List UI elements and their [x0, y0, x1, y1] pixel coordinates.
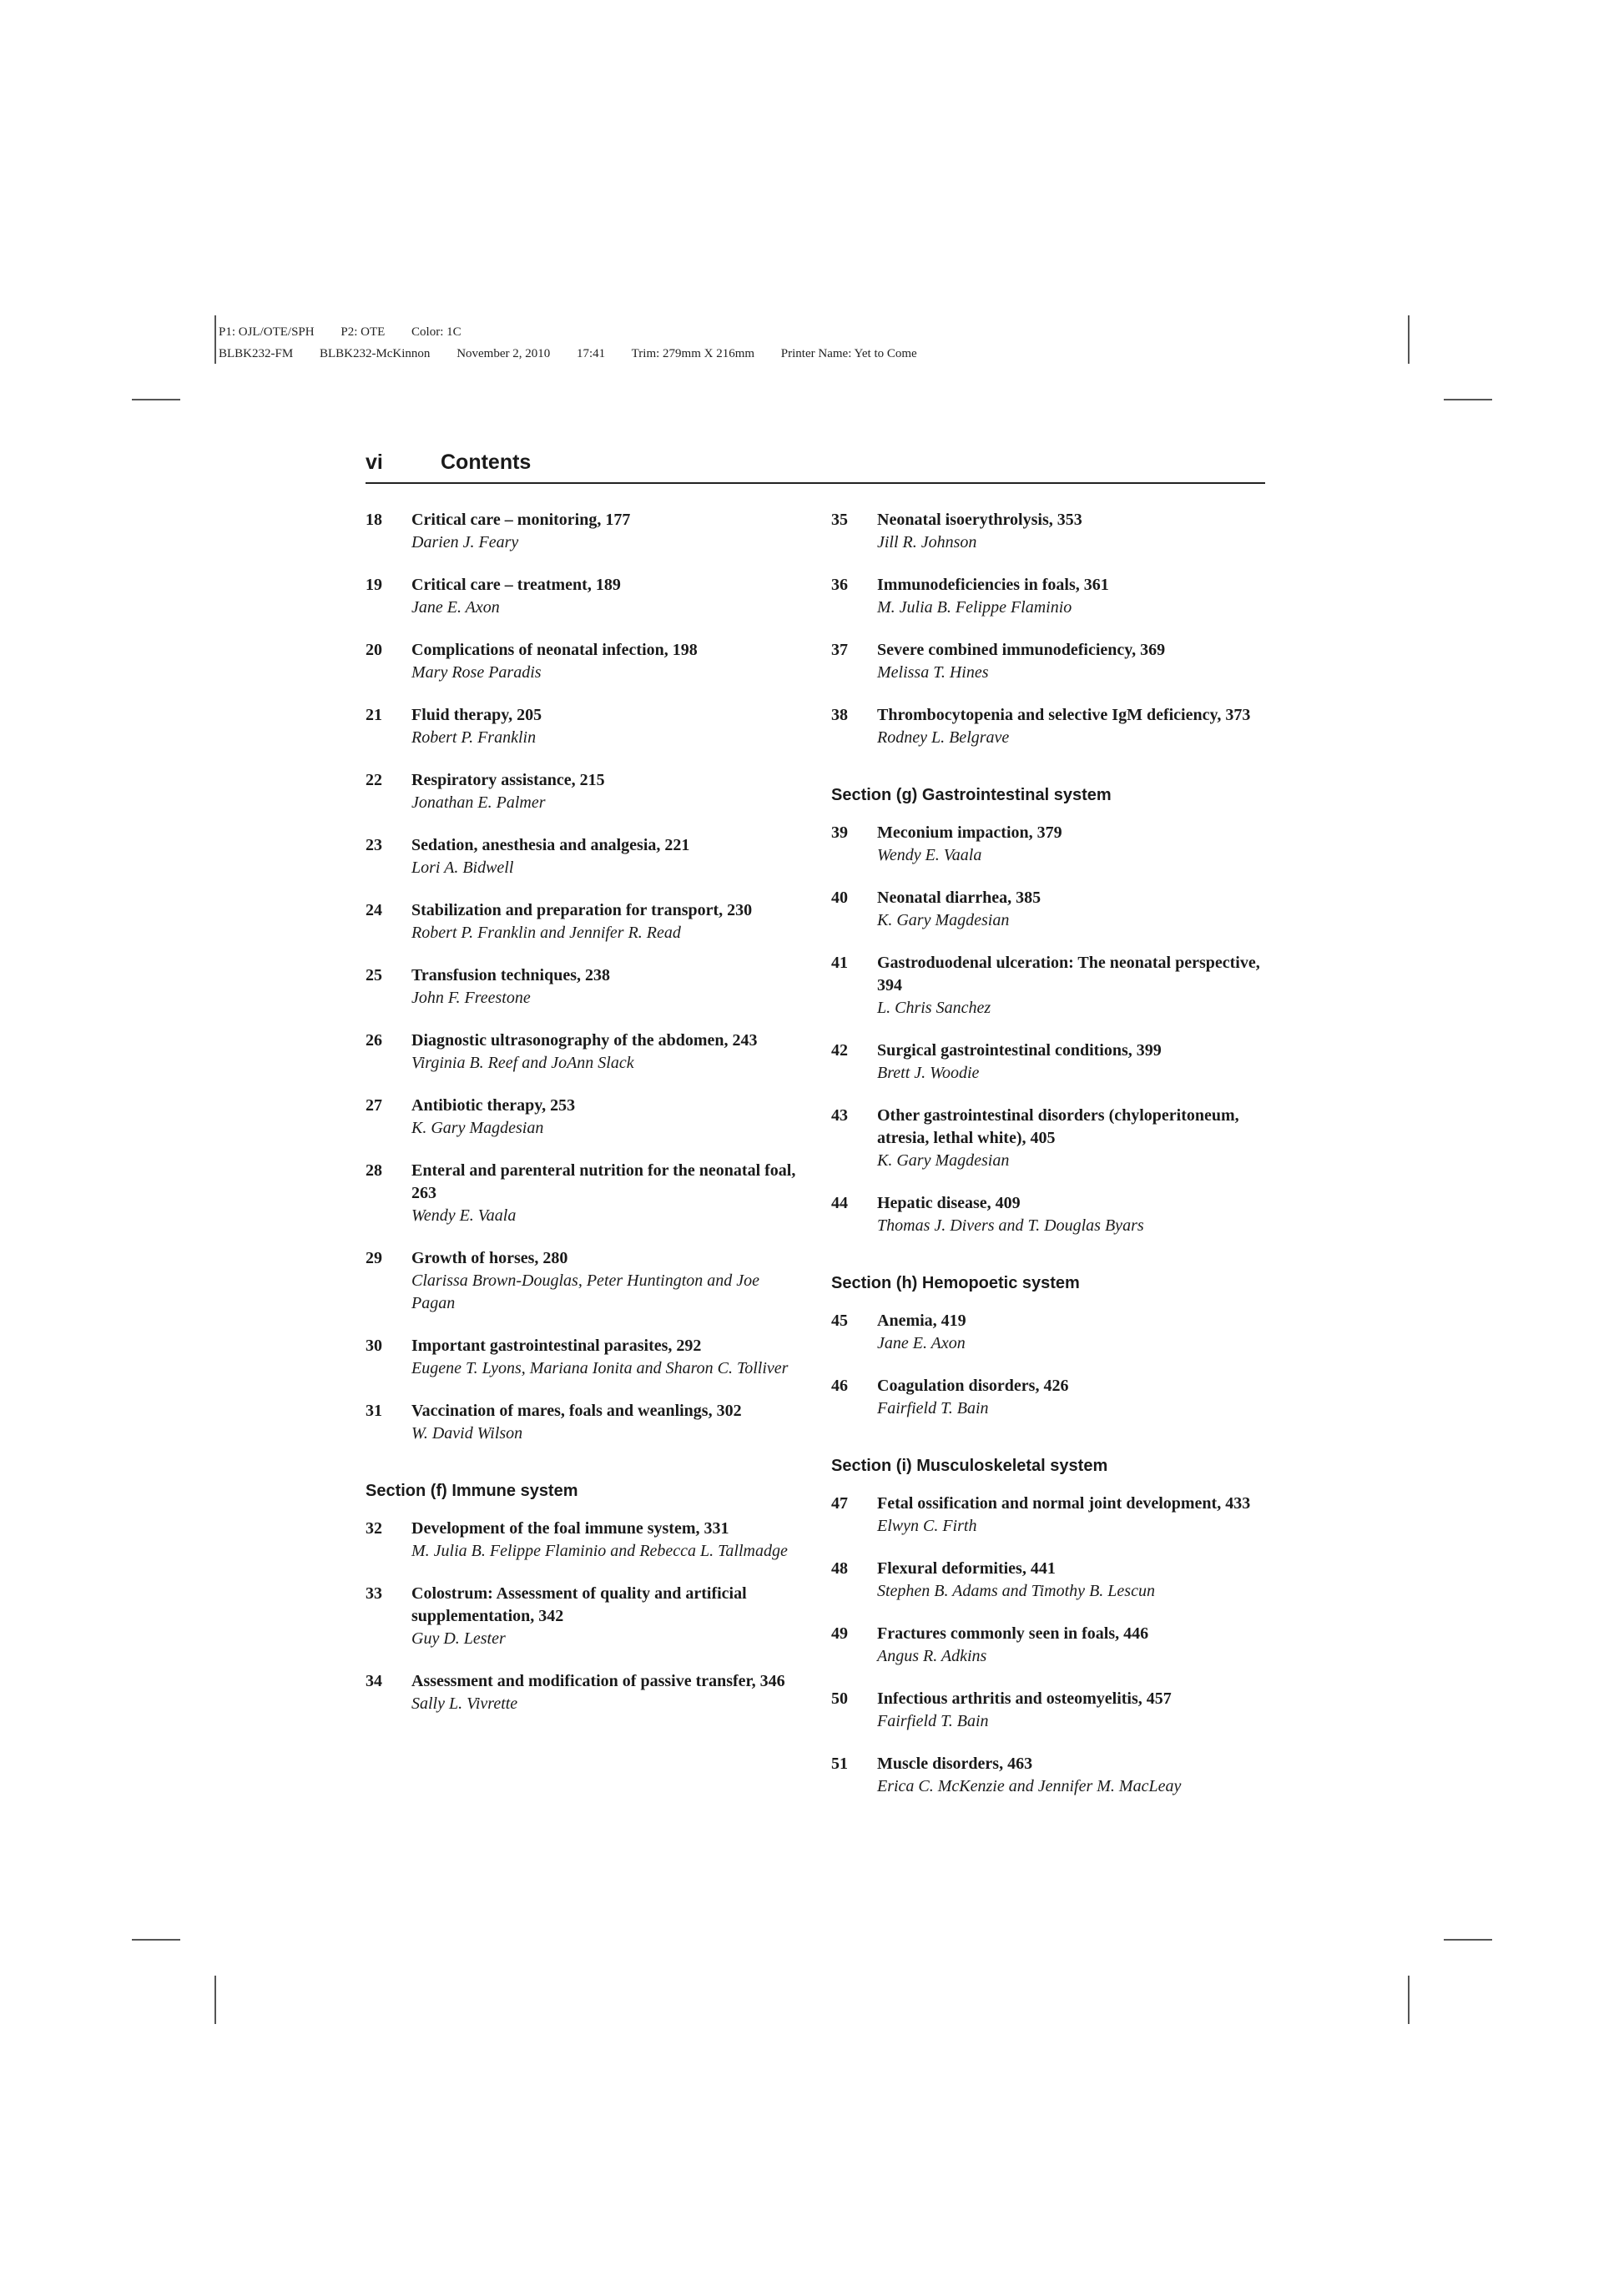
chapter-authors: Virginia B. Reef and JoAnn Slack [411, 1054, 634, 1072]
chapter-authors: M. Julia B. Felippe Flaminio and Rebecca L. Tallmadge [411, 1542, 788, 1560]
chapter-authors: Jane E. Axon [411, 598, 500, 617]
chapter-number: 25 [366, 966, 382, 984]
printer-slug-line-2 [219, 347, 941, 361]
slug-book: BLBK232-McKinnon [319, 347, 431, 360]
chapter-title: Colostrum: Assessment of quality and artificial supplementation, 342 [411, 1584, 747, 1625]
toc-left-column [366, 509, 799, 1735]
chapter-title: Transfusion techniques, 238 [411, 966, 611, 984]
chapter-authors: Lori A. Bidwell [411, 858, 514, 877]
chapter-authors: Darien J. Feary [411, 533, 519, 551]
chapter-title: Neonatal diarrhea, 385 [877, 889, 1041, 907]
slug-date: November 2, 2010 [456, 347, 551, 360]
chapter-number: 45 [831, 1312, 848, 1330]
slug-proof-1: P1: OJL/OTE/SPH [219, 325, 315, 339]
chapter-number: 50 [831, 1689, 848, 1708]
chapter-number: 44 [831, 1194, 848, 1212]
toc-group-right-c [831, 1310, 1282, 1420]
toc-entry[interactable] [831, 1753, 1282, 1798]
slug-time: 17:41 [577, 347, 606, 360]
chapter-authors: Sally L. Vivrette [411, 1694, 518, 1713]
chapter-title: Meconium impaction, 379 [877, 823, 1062, 842]
chapter-authors: Elwyn C. Firth [877, 1517, 977, 1535]
chapter-authors: Jane E. Axon [877, 1334, 966, 1352]
chapter-authors: Fairfield T. Bain [877, 1712, 989, 1730]
chapter-title: Fluid therapy, 205 [411, 706, 542, 724]
toc-entry[interactable] [366, 509, 799, 554]
chapter-authors: W. David Wilson [411, 1424, 523, 1443]
toc-entry[interactable] [366, 1247, 799, 1315]
chapter-number: 51 [831, 1755, 848, 1773]
chapter-title: Growth of horses, 280 [411, 1249, 568, 1267]
chapter-title: Stabilization and preparation for transport, 230 [411, 901, 753, 919]
chapter-authors: Robert P. Franklin [411, 728, 537, 747]
chapter-number: 26 [366, 1031, 382, 1050]
toc-entry[interactable] [831, 509, 1282, 554]
page-title: Contents [441, 451, 532, 474]
toc-entry[interactable] [366, 1670, 799, 1715]
chapter-title: Diagnostic ultrasonography of the abdomen, 243 [411, 1031, 758, 1050]
toc-entry[interactable] [831, 1623, 1282, 1668]
chapter-authors: Robert P. Franklin and Jennifer R. Read [411, 924, 681, 942]
chapter-number: 39 [831, 823, 848, 842]
chapter-title: Surgical gastrointestinal conditions, 399 [877, 1041, 1162, 1060]
chapter-number: 29 [366, 1249, 382, 1267]
chapter-number: 33 [366, 1584, 382, 1603]
toc-entry[interactable] [831, 1310, 1282, 1355]
toc-entry[interactable] [831, 1040, 1282, 1085]
chapter-title: Neonatal isoerythrolysis, 353 [877, 511, 1082, 529]
chapter-authors: Melissa T. Hines [877, 663, 989, 682]
chapter-authors: K. Gary Magdesian [877, 1151, 1010, 1170]
chapter-title: Complications of neonatal infection, 198 [411, 641, 698, 659]
running-head [366, 451, 1265, 484]
toc-entry[interactable] [366, 899, 799, 944]
toc-entry[interactable] [831, 574, 1282, 619]
chapter-title: Flexural deformities, 441 [877, 1559, 1056, 1578]
chapter-authors: Wendy E. Vaala [411, 1206, 517, 1225]
toc-entry[interactable] [366, 1335, 799, 1380]
chapter-number: 34 [366, 1672, 382, 1690]
toc-group-right-d [831, 1493, 1282, 1798]
toc-entry[interactable] [366, 639, 799, 684]
chapter-title: Other gastrointestinal disorders (chyloperitoneum, atresia, lethal white), 405 [877, 1106, 1239, 1147]
crop-mark-bottom-right-h [1444, 1939, 1492, 1941]
chapter-authors: Rodney L. Belgrave [877, 728, 1010, 747]
toc-entry[interactable] [366, 1400, 799, 1445]
slug-printer: Printer Name: Yet to Come [780, 347, 917, 360]
chapter-title: Gastroduodenal ulceration: The neonatal perspective, 394 [877, 954, 1260, 994]
chapter-title: Critical care – treatment, 189 [411, 576, 621, 594]
toc-group-right-a [831, 509, 1282, 749]
chapter-number: 30 [366, 1337, 382, 1355]
chapter-number: 35 [831, 511, 848, 529]
chapter-number: 40 [831, 889, 848, 907]
chapter-number: 41 [831, 954, 848, 972]
chapter-number: 28 [366, 1161, 382, 1180]
chapter-number: 32 [366, 1519, 382, 1538]
crop-mark-bottom-right [1408, 1976, 1410, 2024]
section-heading-immune: Section (f) Immune system [366, 1482, 578, 1500]
chapter-authors: M. Julia B. Felippe Flaminio [877, 598, 1072, 617]
crop-mark-top-left-h [132, 399, 180, 400]
chapter-number: 27 [366, 1096, 382, 1115]
toc-entry[interactable] [831, 887, 1282, 932]
toc-entry[interactable] [366, 1583, 799, 1650]
toc-right-column [831, 509, 1282, 1818]
toc-entry[interactable] [366, 834, 799, 879]
toc-entry[interactable] [831, 1493, 1282, 1538]
chapter-number: 24 [366, 901, 382, 919]
chapter-title: Severe combined immunodeficiency, 369 [877, 641, 1166, 659]
chapter-title: Critical care – monitoring, 177 [411, 511, 631, 529]
toc-entry[interactable] [366, 704, 799, 749]
chapter-title: Important gastrointestinal parasites, 292 [411, 1337, 702, 1355]
toc-entry[interactable] [366, 1160, 799, 1227]
toc-entry[interactable] [831, 952, 1282, 1020]
chapter-authors: L. Chris Sanchez [877, 999, 991, 1017]
chapter-number: 46 [831, 1377, 848, 1395]
chapter-title: Antibiotic therapy, 253 [411, 1096, 576, 1115]
chapter-title: Enteral and parenteral nutrition for the neonatal foal, 263 [411, 1161, 796, 1202]
crop-mark-bottom-left [214, 1976, 216, 2024]
chapter-title: Development of the foal immune system, 331 [411, 1519, 729, 1538]
chapter-authors: John F. Freestone [411, 989, 531, 1007]
chapter-number: 21 [366, 706, 382, 724]
section-heading-gastrointestinal: Section (g) Gastrointestinal system [831, 786, 1112, 804]
chapter-title: Hepatic disease, 409 [877, 1194, 1021, 1212]
crop-mark-bottom-left-h [132, 1939, 180, 1941]
chapter-number: 37 [831, 641, 848, 659]
section-heading-hemopoetic: Section (h) Hemopoetic system [831, 1274, 1080, 1292]
chapter-authors: Thomas J. Divers and T. Douglas Byars [877, 1216, 1144, 1235]
toc-group-left-b [366, 1518, 799, 1715]
toc-entry[interactable] [831, 1105, 1282, 1172]
chapter-authors: Wendy E. Vaala [877, 846, 982, 864]
chapter-number: 36 [831, 576, 848, 594]
toc-entry[interactable] [366, 574, 799, 619]
chapter-number: 38 [831, 706, 848, 724]
chapter-authors: Erica C. McKenzie and Jennifer M. MacLeay [877, 1777, 1182, 1795]
chapter-title: Infectious arthritis and osteomyelitis, 457 [877, 1689, 1172, 1708]
chapter-number: 23 [366, 836, 382, 854]
chapter-authors: Clarissa Brown-Douglas, Peter Huntington and Joe Pagan [411, 1271, 760, 1312]
chapter-title: Respiratory assistance, 215 [411, 771, 605, 789]
toc-group-left-a [366, 509, 799, 1445]
printer-slug-line-1 [219, 325, 485, 340]
toc-entry[interactable] [366, 1518, 799, 1563]
chapter-authors: Stephen B. Adams and Timothy B. Lescun [877, 1582, 1155, 1600]
page-folio: vi [366, 451, 383, 474]
section-heading-musculoskeletal: Section (i) Musculoskeletal system [831, 1457, 1108, 1475]
chapter-number: 49 [831, 1624, 848, 1643]
toc-entry[interactable] [366, 1030, 799, 1075]
slug-color: Color: 1C [411, 325, 461, 339]
chapter-number: 31 [366, 1402, 382, 1420]
chapter-title: Muscle disorders, 463 [877, 1755, 1033, 1773]
toc-entry[interactable] [831, 639, 1282, 684]
chapter-authors: Eugene T. Lyons, Mariana Ionita and Sharon C. Tolliver [411, 1359, 789, 1377]
chapter-authors: K. Gary Magdesian [877, 911, 1010, 929]
chapter-number: 48 [831, 1559, 848, 1578]
toc-entry[interactable] [831, 1192, 1282, 1237]
chapter-title: Thrombocytopenia and selective IgM deficiency, 373 [877, 706, 1251, 724]
chapter-number: 20 [366, 641, 382, 659]
chapter-number: 42 [831, 1041, 848, 1060]
crop-mark-top-left [214, 315, 216, 364]
toc-entry[interactable] [831, 1558, 1282, 1603]
chapter-authors: Mary Rose Paradis [411, 663, 542, 682]
chapter-authors: Jonathan E. Palmer [411, 793, 546, 812]
toc-entry[interactable] [831, 1375, 1282, 1420]
chapter-number: 47 [831, 1494, 848, 1513]
chapter-title: Fetal ossification and normal joint development, 433 [877, 1494, 1251, 1513]
toc-entry[interactable] [366, 769, 799, 814]
crop-mark-top-right-h [1444, 399, 1492, 400]
chapter-number: 19 [366, 576, 382, 594]
chapter-title: Sedation, anesthesia and analgesia, 221 [411, 836, 690, 854]
chapter-authors: K. Gary Magdesian [411, 1119, 544, 1137]
toc-entry[interactable] [366, 964, 799, 1010]
toc-entry[interactable] [831, 822, 1282, 867]
toc-entry[interactable] [366, 1095, 799, 1140]
chapter-title: Anemia, 419 [877, 1312, 966, 1330]
toc-entry[interactable] [831, 1688, 1282, 1733]
chapter-number: 43 [831, 1106, 848, 1125]
chapter-authors: Angus R. Adkins [877, 1647, 987, 1665]
toc-entry[interactable] [831, 704, 1282, 749]
crop-mark-top-right [1408, 315, 1410, 364]
slug-trim: Trim: 279mm X 216mm [631, 347, 755, 360]
chapter-title: Coagulation disorders, 426 [877, 1377, 1069, 1395]
chapter-authors: Brett J. Woodie [877, 1064, 980, 1082]
chapter-title: Vaccination of mares, foals and weanlings, 302 [411, 1402, 742, 1420]
slug-file: BLBK232-FM [219, 347, 294, 360]
chapter-number: 18 [366, 511, 382, 529]
chapter-authors: Fairfield T. Bain [877, 1399, 989, 1417]
chapter-title: Assessment and modification of passive transfer, 346 [411, 1672, 785, 1690]
slug-proof-2: P2: OTE [340, 325, 386, 339]
chapter-authors: Guy D. Lester [411, 1629, 506, 1648]
toc-group-right-b [831, 822, 1282, 1237]
chapter-title: Fractures commonly seen in foals, 446 [877, 1624, 1149, 1643]
chapter-authors: Jill R. Johnson [877, 533, 977, 551]
chapter-title: Immunodeficiencies in foals, 361 [877, 576, 1109, 594]
chapter-number: 22 [366, 771, 382, 789]
